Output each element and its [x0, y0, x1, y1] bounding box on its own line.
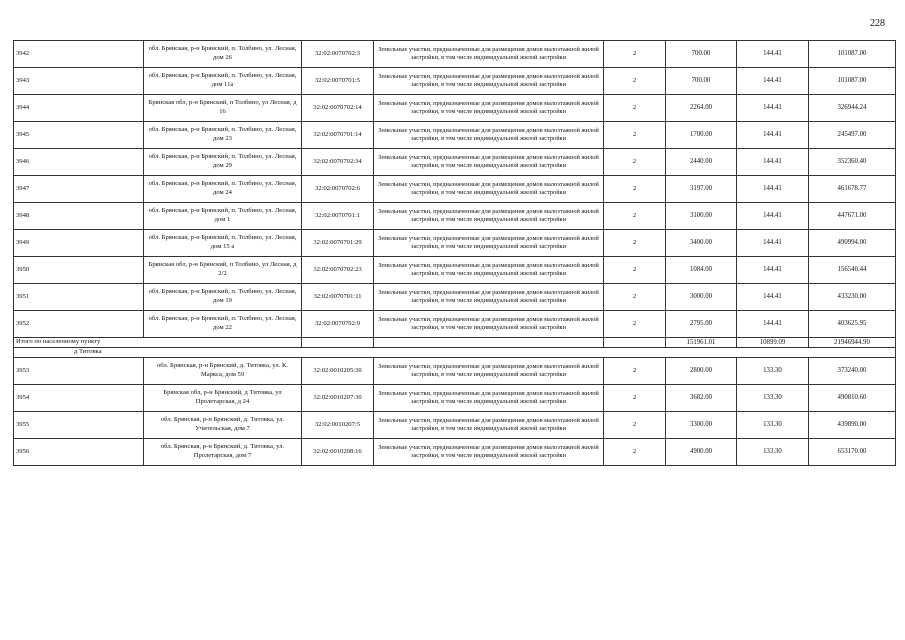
area-value: 1084.00 — [666, 257, 737, 284]
cadastral-number: 32:02:0070701:29 — [302, 230, 374, 257]
address-cell: обл. Брянская, р-н Брянский, п. Толбино, ул. Лесная, дом 1 — [144, 203, 302, 230]
address-cell: Брянская обл, р-н Брянский, п Толбино, ул Лесная, д 2/2 — [144, 257, 302, 284]
row-number: 3950 — [14, 257, 144, 284]
total-value: 21946944.90 — [809, 338, 896, 348]
table-row — [14, 122, 896, 149]
group-code: 2 — [604, 95, 666, 122]
page-number: 228 — [870, 18, 885, 29]
address-cell: обл. Брянская, р-н Брянский, д. Титовка, ул. К. Маркса, дом 59 — [144, 358, 302, 385]
settlement-row — [14, 348, 896, 358]
cadastral-value: 653170.00 — [809, 439, 896, 466]
cadastral-number: 32:02:0070701:14 — [302, 122, 374, 149]
total-area: 151961.01 — [666, 338, 737, 348]
unit-price: 144.41 — [737, 257, 809, 284]
row-number: 3951 — [14, 284, 144, 311]
cadastral-number: 32:02:0070701:11 — [302, 284, 374, 311]
group-code: 2 — [604, 257, 666, 284]
row-number: 3947 — [14, 176, 144, 203]
land-use-type: Земельные участки, предназначенные для размещения домов малоэтажной жилой застройки, в том числе индивидуальной жилой застройки — [374, 203, 604, 230]
unit-price: 133.30 — [737, 412, 809, 439]
land-use-type: Земельные участки, предназначенные для размещения домов малоэтажной жилой застройки, в том числе индивидуальной жилой застройки — [374, 230, 604, 257]
group-code: 2 — [604, 176, 666, 203]
table-row — [14, 439, 896, 466]
cadastral-value: 447671.00 — [809, 203, 896, 230]
group-code: 2 — [604, 203, 666, 230]
unit-price: 144.41 — [737, 68, 809, 95]
address-cell: обл. Брянская, р-н Брянский, п. Толбино, ул. Лесная, дом 19 — [144, 284, 302, 311]
table-row — [14, 412, 896, 439]
cadastral-value: 439890.00 — [809, 412, 896, 439]
total-row — [14, 338, 896, 348]
group-code: 2 — [604, 385, 666, 412]
cadastral-value: 101087.00 — [809, 68, 896, 95]
cadastral-number: 32:02:0010208:16 — [302, 439, 374, 466]
cadastral-value: 490994.00 — [809, 230, 896, 257]
land-use-type: Земельные участки, предназначенные для размещения домов малоэтажной жилой застройки, в том числе индивидуальной жилой застройки — [374, 176, 604, 203]
cadastral-value: 245497.00 — [809, 122, 896, 149]
area-value: 3682.00 — [666, 385, 737, 412]
row-number: 3945 — [14, 122, 144, 149]
row-number: 3943 — [14, 68, 144, 95]
table-row — [14, 68, 896, 95]
cadastral-number: 32:02:0070702:9 — [302, 311, 374, 338]
area-value: 2800.00 — [666, 358, 737, 385]
cadastral-number: 32:02:0070702:14 — [302, 95, 374, 122]
cadastral-number: 32:02:0070702:3 — [302, 41, 374, 68]
cadastral-value: 433230.00 — [809, 284, 896, 311]
land-use-type: Земельные участки, предназначенные для размещения домов малоэтажной жилой застройки, в том числе индивидуальной жилой застройки — [374, 122, 604, 149]
cadastral-value: 326944.24 — [809, 95, 896, 122]
address-cell: обл. Брянская, р-н Брянский, п. Толбино, ул. Лесная, дом 29 — [144, 149, 302, 176]
total-label: Итого по населенному пункту — [14, 338, 302, 348]
table-row — [14, 149, 896, 176]
address-cell: Брянская обл, р-н Брянский, п Толбино, ул Лесная, д 16 — [144, 95, 302, 122]
group-code: 2 — [604, 122, 666, 149]
address-cell: обл. Брянская, р-н Брянский, д. Титовка, ул. Учительская, дом 7 — [144, 412, 302, 439]
unit-price: 144.41 — [737, 230, 809, 257]
area-value: 1700.00 — [666, 122, 737, 149]
table-row — [14, 257, 896, 284]
land-use-type: Земельные участки, предназначенные для размещения домов малоэтажной жилой застройки, в том числе индивидуальной жилой застройки — [374, 311, 604, 338]
unit-price: 144.41 — [737, 122, 809, 149]
table-row — [14, 176, 896, 203]
area-value: 2795.00 — [666, 311, 737, 338]
unit-price: 144.41 — [737, 41, 809, 68]
cadastral-number: 32:02:0010207:5 — [302, 412, 374, 439]
empty-cell — [604, 338, 666, 348]
address-cell: обл. Брянская, р-н Брянский, д. Титовка, ул. Пролетарская, дом 7 — [144, 439, 302, 466]
row-number: 3948 — [14, 203, 144, 230]
cadastral-value: 352360.40 — [809, 149, 896, 176]
cadastral-number: 32:02:0070701:5 — [302, 68, 374, 95]
unit-price: 133.30 — [737, 358, 809, 385]
land-use-type: Земельные участки, предназначенные для размещения домов малоэтажной жилой застройки, в том числе индивидуальной жилой застройки — [374, 439, 604, 466]
row-number: 3953 — [14, 358, 144, 385]
table-row — [14, 203, 896, 230]
area-value: 3400.00 — [666, 230, 737, 257]
land-use-type: Земельные участки, предназначенные для размещения домов малоэтажной жилой застройки, в том числе индивидуальной жилой застройки — [374, 358, 604, 385]
table-row — [14, 311, 896, 338]
cadastral-number: 32:02:0070701:1 — [302, 203, 374, 230]
area-value: 3197.00 — [666, 176, 737, 203]
unit-price: 144.41 — [737, 284, 809, 311]
group-code: 2 — [604, 412, 666, 439]
table-row — [14, 230, 896, 257]
address-cell: обл. Брянская, р-н Брянский, п. Толбино, ул. Лесная, дом 15 а — [144, 230, 302, 257]
group-code: 2 — [604, 284, 666, 311]
unit-price: 144.41 — [737, 203, 809, 230]
row-number: 3949 — [14, 230, 144, 257]
settlement-name: д Титовка — [14, 348, 896, 358]
cadastral-value: 156540.44 — [809, 257, 896, 284]
address-cell: обл. Брянская, р-н Брянский, п. Толбино, ул. Лесная, дом 26 — [144, 41, 302, 68]
area-value: 700.00 — [666, 68, 737, 95]
area-value: 2440.00 — [666, 149, 737, 176]
cadastral-value: 101087.00 — [809, 41, 896, 68]
row-number: 3954 — [14, 385, 144, 412]
cadastral-value: 490810.60 — [809, 385, 896, 412]
row-number: 3955 — [14, 412, 144, 439]
table-row — [14, 358, 896, 385]
cadastral-number: 32:02:0070702:6 — [302, 176, 374, 203]
group-code: 2 — [604, 311, 666, 338]
group-code: 2 — [604, 68, 666, 95]
cadastral-number: 32:02:0010207:30 — [302, 385, 374, 412]
address-cell: обл. Брянская, р-н Брянский, п. Толбино, ул. Лесная, дом 11а — [144, 68, 302, 95]
group-code: 2 — [604, 439, 666, 466]
row-number: 3946 — [14, 149, 144, 176]
empty-cell — [302, 338, 374, 348]
table-row — [14, 41, 896, 68]
table-row — [14, 95, 896, 122]
address-cell: Брянская обл, р-н Брянский, д Титовка, ул Пролетарская, д 24 — [144, 385, 302, 412]
address-cell: обл. Брянская, р-н Брянский, п. Толбино, ул. Лесная, дом 23 — [144, 122, 302, 149]
group-code: 2 — [604, 149, 666, 176]
row-number: 3944 — [14, 95, 144, 122]
unit-price: 144.41 — [737, 149, 809, 176]
row-number: 3956 — [14, 439, 144, 466]
group-code: 2 — [604, 230, 666, 257]
table-row — [14, 284, 896, 311]
cadastral-value: 373240.00 — [809, 358, 896, 385]
unit-price: 133.30 — [737, 385, 809, 412]
row-number: 3942 — [14, 41, 144, 68]
cadastral-value: 461678.77 — [809, 176, 896, 203]
land-use-type: Земельные участки, предназначенные для размещения домов малоэтажной жилой застройки, в том числе индивидуальной жилой застройки — [374, 412, 604, 439]
cadastral-value: 403625.95 — [809, 311, 896, 338]
cadastral-number: 32:02:0010205:30 — [302, 358, 374, 385]
area-value: 3300.00 — [666, 412, 737, 439]
row-number: 3952 — [14, 311, 144, 338]
group-code: 2 — [604, 41, 666, 68]
area-value: 3100.00 — [666, 203, 737, 230]
land-use-type: Земельные участки, предназначенные для размещения домов малоэтажной жилой застройки, в том числе индивидуальной жилой застройки — [374, 149, 604, 176]
cadastral-number: 32:02:0070702:34 — [302, 149, 374, 176]
unit-price: 133.30 — [737, 439, 809, 466]
land-use-type: Земельные участки, предназначенные для размещения домов малоэтажной жилой застройки, в том числе индивидуальной жилой застройки — [374, 68, 604, 95]
address-cell: обл. Брянская, р-н Брянский, п. Толбино, ул. Лесная, дом 24 — [144, 176, 302, 203]
group-code: 2 — [604, 358, 666, 385]
cadastral-number: 32:02:0070702:23 — [302, 257, 374, 284]
area-value: 2264.00 — [666, 95, 737, 122]
area-value: 3000.00 — [666, 284, 737, 311]
unit-price: 144.41 — [737, 95, 809, 122]
land-registry-table — [13, 40, 896, 466]
table-row — [14, 385, 896, 412]
land-use-type: Земельные участки, предназначенные для размещения домов малоэтажной жилой застройки, в том числе индивидуальной жилой застройки — [374, 257, 604, 284]
total-price: 10899.09 — [737, 338, 809, 348]
land-use-type: Земельные участки, предназначенные для размещения домов малоэтажной жилой застройки, в том числе индивидуальной жилой застройки — [374, 284, 604, 311]
area-value: 4900.00 — [666, 439, 737, 466]
land-use-type: Земельные участки, предназначенные для размещения домов малоэтажной жилой застройки, в том числе индивидуальной жилой застройки — [374, 41, 604, 68]
unit-price: 144.41 — [737, 311, 809, 338]
land-use-type: Земельные участки, предназначенные для размещения домов малоэтажной жилой застройки, в том числе индивидуальной жилой застройки — [374, 385, 604, 412]
land-use-type: Земельные участки, предназначенные для размещения домов малоэтажной жилой застройки, в том числе индивидуальной жилой застройки — [374, 95, 604, 122]
unit-price: 144.41 — [737, 176, 809, 203]
address-cell: обл. Брянская, р-н Брянский, п. Толбино, ул. Лесная, дом 22 — [144, 311, 302, 338]
empty-cell — [374, 338, 604, 348]
area-value: 700.00 — [666, 41, 737, 68]
